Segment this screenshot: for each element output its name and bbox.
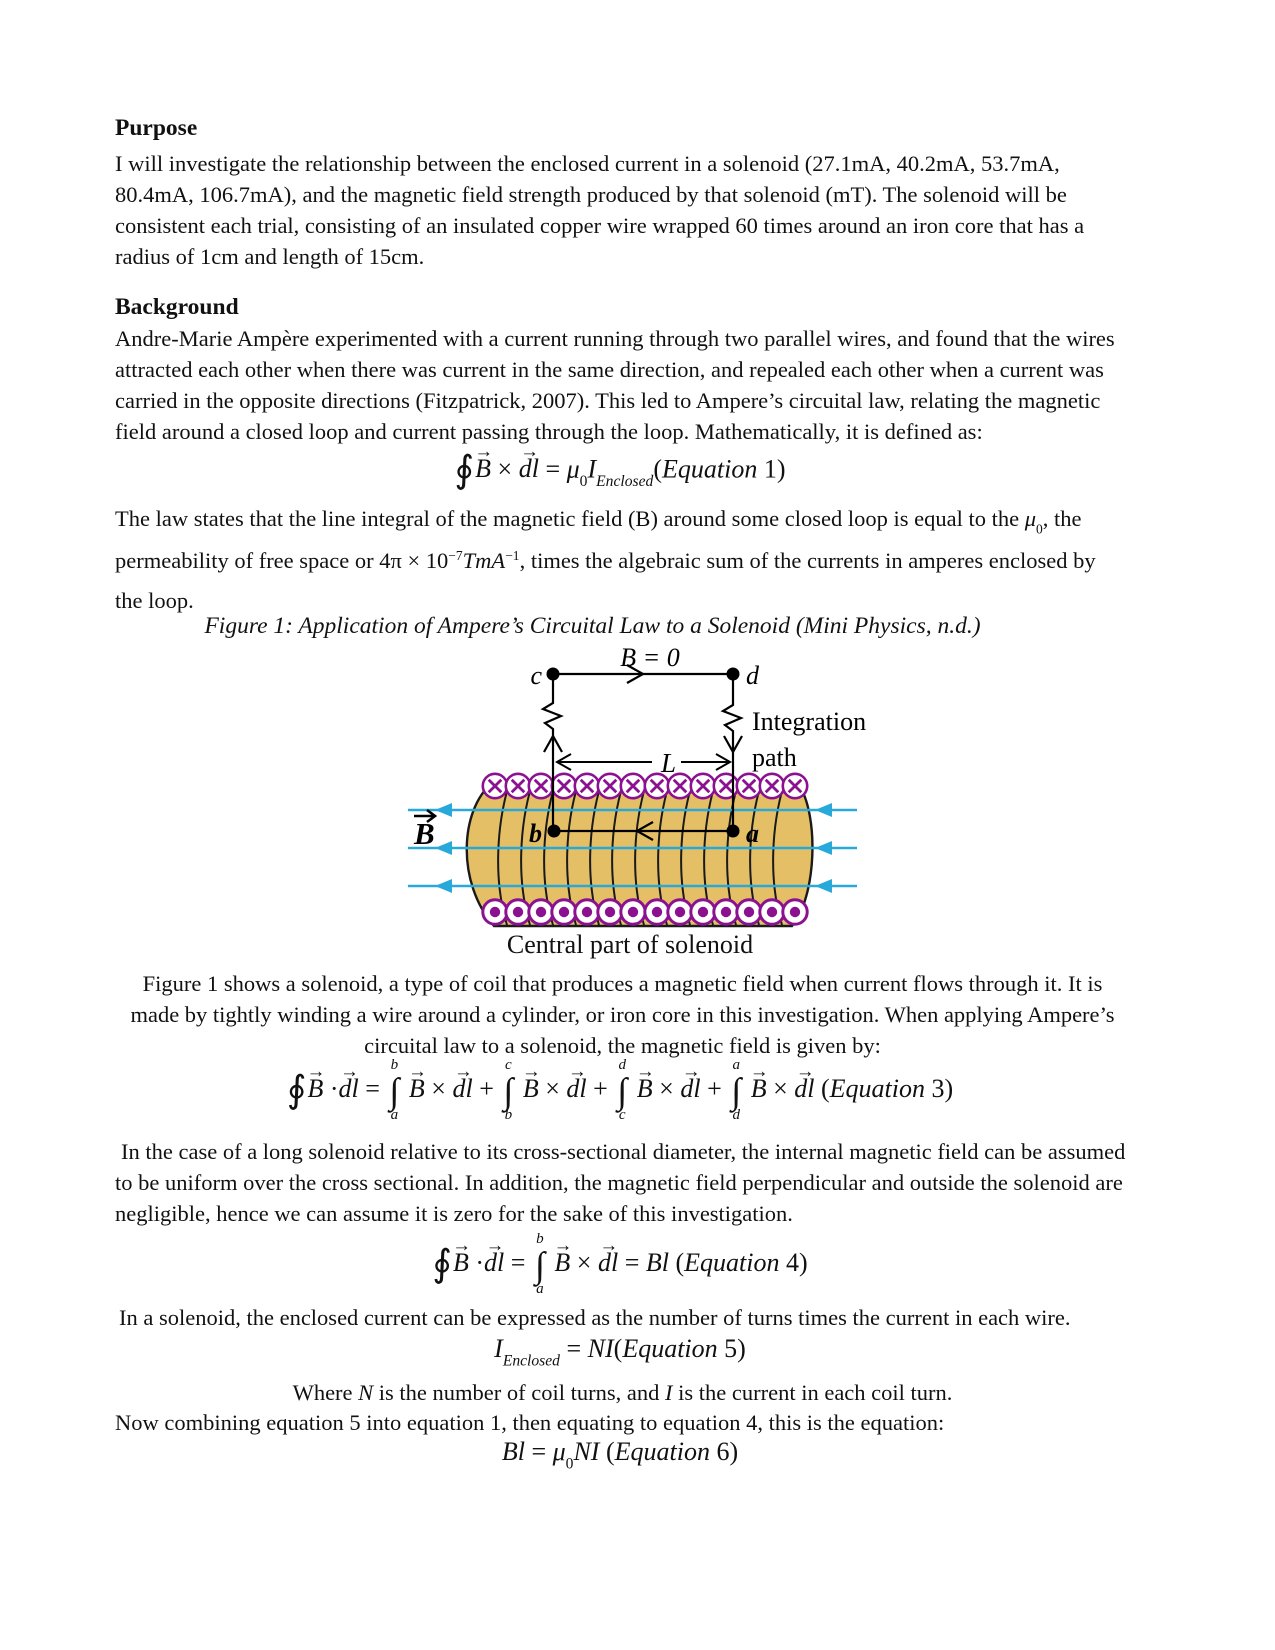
figure-caption: Figure 1: Application of Ampere’s Circuital Law to a Solenoid (Mini Physics, n.d.): [204, 613, 981, 639]
purpose-line: radius of 1cm and length of 15cm.: [115, 244, 425, 269]
figure-central-caption: Central part of solenoid: [506, 930, 754, 959]
integration-path-label-line2: path: [752, 743, 797, 772]
purpose-line: 80.4mA, 106.7mA), and the magnetic field strength produced by that solenoid (mT). The solenoid will be: [115, 182, 1067, 207]
length-dimension: [557, 754, 730, 770]
law-line: permeability of free space or $4\pi \times 10^{-7}TmA^{-1}$, times the algebraic sum of the currents in amperes enclosed by: [115, 547, 1096, 573]
corner-label-d: d: [746, 661, 759, 690]
equation-5: $I_{Enclosed}$ = NI(Equation 5): [494, 1334, 746, 1370]
figure-discussion-line: Figure 1 shows a solenoid, a type of coil that produces a magnetic field when current flows through it. It is: [142, 971, 1103, 996]
equation-3: ∮→ B ·→ dl = b ∫ a → B × → dl + c ∫ b → B × → dl + d ∫ c → B × → dl + a ∫ d → B × → dl (Equation 3): [0, 1058, 1240, 1124]
purpose-line: I will investigate the relationship between the enclosed current in a solenoid (27.1mA, 40.2mA, 53.7mA,: [115, 151, 1060, 176]
long-solenoid-line: negligible, hence we can assume it is zero for the sake of this investigation.: [115, 1201, 793, 1226]
law-line: The law states that the line integral of the magnetic field (B) around some closed loop is equal to the $\mu_0$, the: [115, 506, 1082, 537]
where-line: Where N is the number of coil turns, and I is the current in each coil turn.: [292, 1380, 953, 1405]
corner-label-b: b: [529, 819, 542, 848]
figure-1-solenoid-diagram: [380, 610, 880, 940]
figure-discussion-line: made by tightly winding a wire around a cylinder, or iron core in this investigation. When applying Ampere’s: [130, 1002, 1115, 1027]
figure-discussion-line: circuital law to a solenoid, the magnetic field is given by:: [364, 1033, 881, 1058]
equation-4: ∮→ B ·→ dl = b ∫ a → B × → dl = Bl (Equation 4): [0, 1232, 1240, 1298]
purpose-line: consistent each trial, consisting of an insulated copper wire wrapped 60 times around an iron core that has a: [115, 213, 1085, 238]
background-line: Andre-Marie Ampère experimented with a current running through two parallel wires, and found that the wires: [115, 326, 1115, 351]
enclosed-current-line: In a solenoid, the enclosed current can be expressed as the number of turns times the current in each wire.: [119, 1305, 1071, 1330]
corner-label-c: c: [530, 661, 542, 690]
background-line: field around a closed loop and current passing through the loop. Mathematically, it is defined as:: [115, 419, 983, 444]
purpose-heading: Purpose: [115, 115, 198, 141]
corner-label-a: a: [746, 819, 759, 848]
length-label: L: [661, 748, 677, 778]
equation-1: ∮→ B × → dl = $\mu_0I_{Enclosed}(Equation$ 1): [0, 452, 1240, 490]
law-line: the loop.: [115, 588, 194, 613]
background-heading: Background: [115, 294, 239, 320]
equation-6: $Bl = \mu_0NI$ (Equation 6): [501, 1437, 739, 1473]
long-solenoid-line: In the case of a long solenoid relative to its cross-sectional diameter, the internal magnetic field can be assumed: [121, 1139, 1126, 1164]
background-line: attracted each other when there was current in the same direction, and repealed each other when a current was: [115, 357, 1104, 382]
integration-path-label-line1: Integration: [752, 707, 867, 736]
long-solenoid-line: to be uniform over the cross sectional. In addition, the magnetic field perpendicular and outside the solenoid are: [115, 1170, 1123, 1195]
background-line: carried in the opposite directions (Fitzpatrick, 2007). This led to Ampere’s circuital law, relating the magnetic: [115, 388, 1101, 413]
field-vector-label: B: [414, 816, 435, 851]
combining-line: Now combining equation 5 into equation 1, then equating to equation 4, this is the equation:: [115, 1410, 945, 1435]
b-zero-label: B = 0: [620, 643, 680, 672]
